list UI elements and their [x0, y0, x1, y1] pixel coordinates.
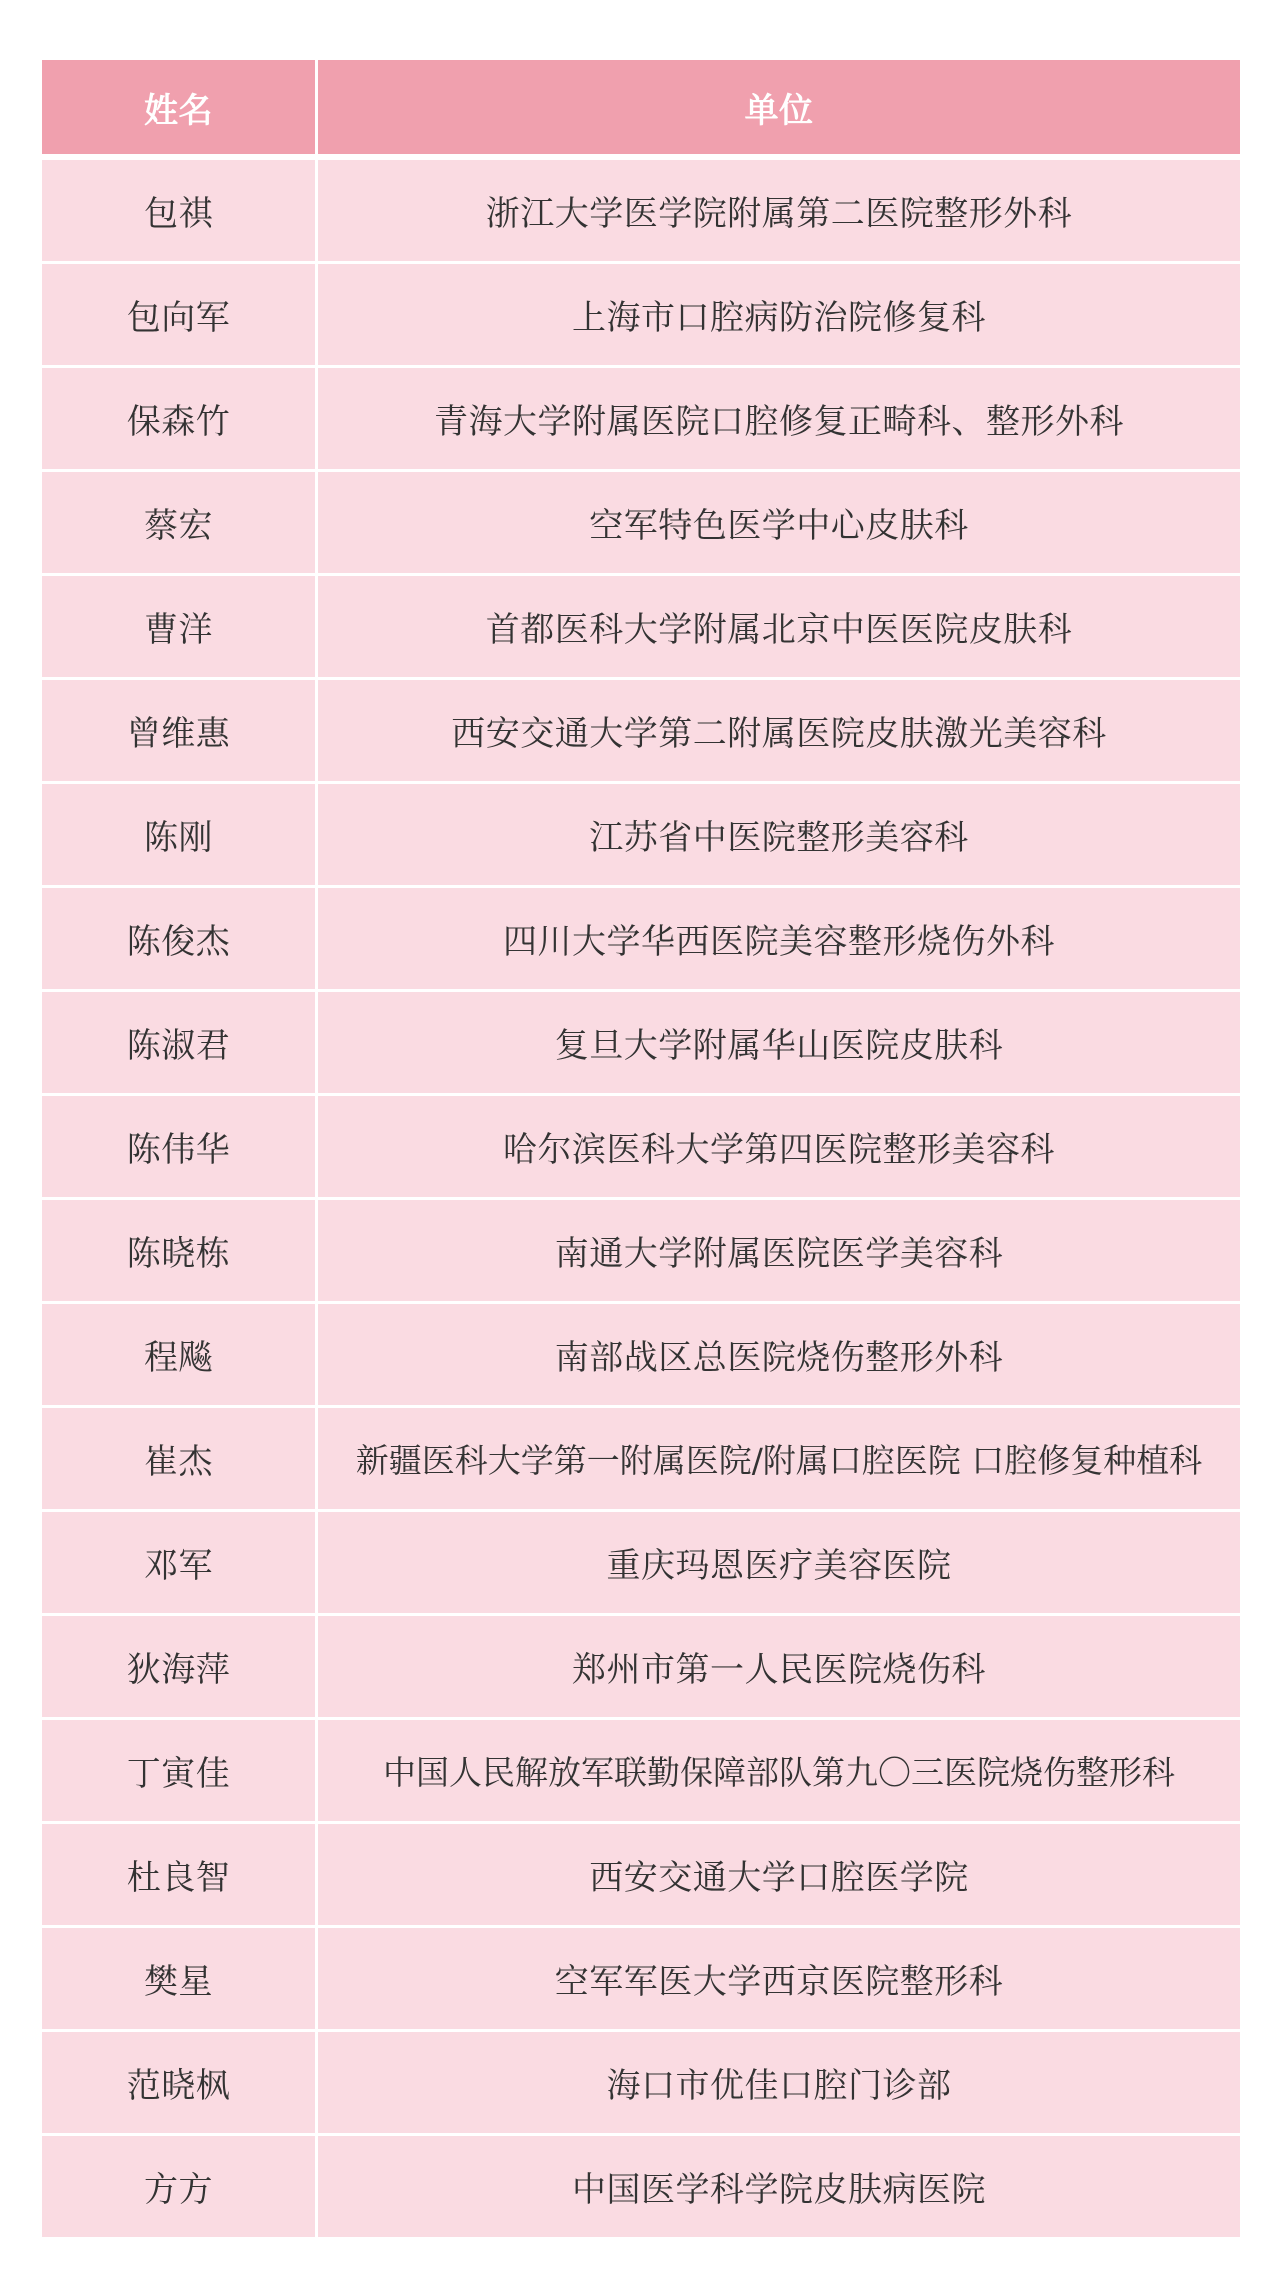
- table-header: [42, 60, 1240, 160]
- unit-cell: 西安交通大学第二附属医院皮肤激光美容科: [451, 714, 1107, 754]
- name-cell: 杜良智: [42, 1824, 318, 1925]
- name-cell: 陈刚: [42, 784, 318, 885]
- name-cell: 曾维惠: [42, 680, 318, 781]
- name-cell: 邓军: [42, 1512, 318, 1613]
- name-cell: 崔杰: [42, 1408, 318, 1509]
- unit-cell: 重庆玛恩医疗美容医院: [606, 1546, 952, 1586]
- table-row: [42, 1720, 1240, 1824]
- name-cell: 包向军: [42, 264, 318, 365]
- table-row: [42, 1928, 1240, 2032]
- name-cell: 保森竹: [42, 368, 318, 469]
- table-row: [42, 2136, 1240, 2240]
- unit-cell: 新疆医科大学第一附属医院/附属口腔医院 口腔修复种植科: [355, 1441, 1203, 1480]
- table-row: [42, 1304, 1240, 1408]
- name-cell: 狄海萍: [42, 1616, 318, 1717]
- unit-cell: 哈尔滨医科大学第四医院整形美容科: [503, 1130, 1055, 1170]
- unit-cell: 中国人民解放军联勤保障部队第九〇三医院烧伤整形科: [383, 1753, 1175, 1792]
- name-cell: 陈晓栋: [42, 1200, 318, 1301]
- unit-cell: 首都医科大学附属北京中医医院皮肤科: [485, 610, 1073, 650]
- name-cell: 陈淑君: [42, 992, 318, 1093]
- name-cell: 程飚: [42, 1304, 318, 1405]
- name-cell: 陈伟华: [42, 1096, 318, 1197]
- unit-cell: 青海大学附属医院口腔修复正畸科、整形外科: [434, 402, 1124, 442]
- name-cell: 方方: [42, 2136, 318, 2237]
- name-cell: 樊星: [42, 1928, 318, 2029]
- table-row: [42, 1616, 1240, 1720]
- table-row: [42, 784, 1240, 888]
- header-unit: 单位: [744, 90, 814, 131]
- name-cell: 包祺: [42, 160, 318, 261]
- table-row: [42, 368, 1240, 472]
- unit-cell: 空军军医大学西京医院整形科: [554, 1962, 1004, 2002]
- unit-cell: 中国医学科学院皮肤病医院: [572, 2170, 986, 2210]
- unit-cell: 四川大学华西医院美容整形烧伤外科: [503, 922, 1055, 962]
- unit-cell: 浙江大学医学院附属第二医院整形外科: [485, 194, 1073, 234]
- name-cell: 曹洋: [42, 576, 318, 677]
- name-cell: 丁寅佳: [42, 1720, 318, 1821]
- unit-cell: 复旦大学附属华山医院皮肤科: [554, 1026, 1004, 1066]
- header-name: 姓名: [42, 60, 318, 154]
- table-row: [42, 576, 1240, 680]
- name-cell: 范晓枫: [42, 2032, 318, 2133]
- unit-cell: 西安交通大学口腔医学院: [589, 1858, 969, 1898]
- unit-cell: 南部战区总医院烧伤整形外科: [554, 1338, 1004, 1378]
- member-table: [42, 60, 1240, 2240]
- table-row: [42, 992, 1240, 1096]
- unit-cell: 南通大学附属医院医学美容科: [554, 1234, 1004, 1274]
- name-cell: 蔡宏: [42, 472, 318, 573]
- unit-cell: 海口市优佳口腔门诊部: [606, 2066, 952, 2106]
- table-row: [42, 1200, 1240, 1304]
- table-row: [42, 1824, 1240, 1928]
- table-row: [42, 1096, 1240, 1200]
- table-row: [42, 2032, 1240, 2136]
- table-row: [42, 1512, 1240, 1616]
- name-cell: 陈俊杰: [42, 888, 318, 989]
- table-row: [42, 160, 1240, 264]
- table-row: [42, 264, 1240, 368]
- unit-cell: 空军特色医学中心皮肤科: [589, 506, 969, 546]
- table-row: [42, 888, 1240, 992]
- table-row: [42, 680, 1240, 784]
- unit-cell: 上海市口腔病防治院修复科: [572, 298, 986, 338]
- unit-cell: 江苏省中医院整形美容科: [589, 818, 969, 858]
- table-row: [42, 1408, 1240, 1512]
- unit-cell: 郑州市第一人民医院烧伤科: [572, 1650, 986, 1690]
- table-row: [42, 472, 1240, 576]
